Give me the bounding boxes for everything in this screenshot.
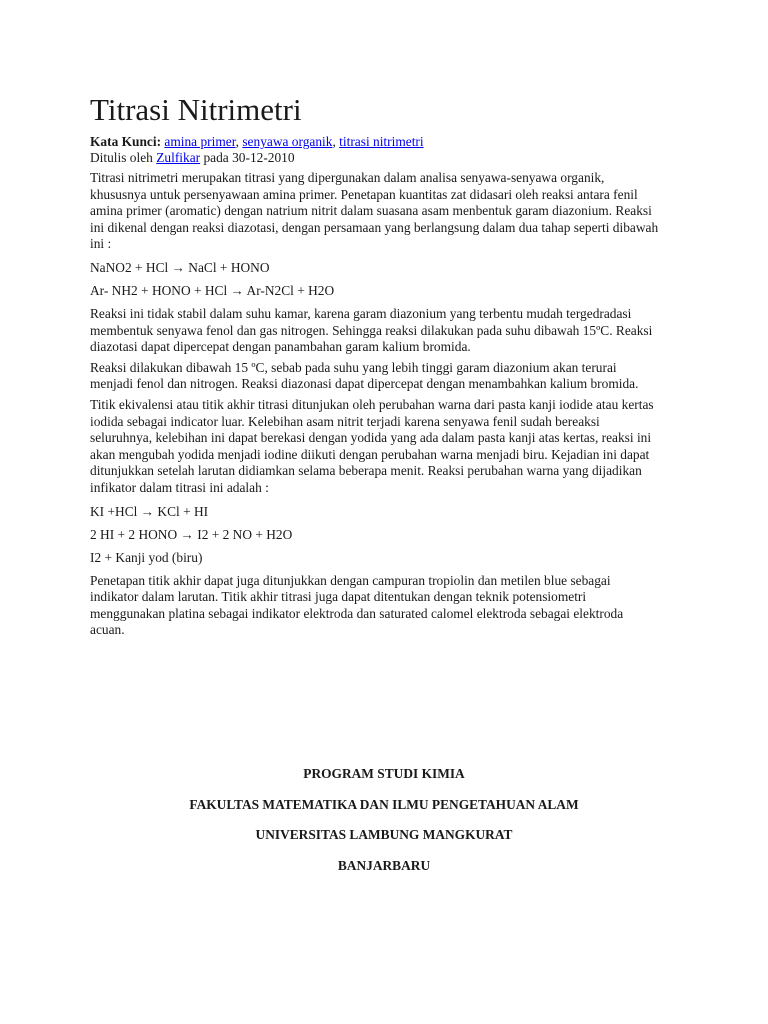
institution-footer	[0, 766, 768, 888]
keyword-separator: ,	[332, 134, 340, 149]
equation-1: NaNO2 + HCl → NaCl + HONO	[90, 259, 270, 275]
author-link[interactable]: Zulfikar	[156, 150, 201, 165]
keywords-label: Kata Kunci:	[90, 134, 162, 149]
footer-program: PROGRAM STUDI KIMIA	[303, 766, 465, 781]
paragraph-indicator: Penetapan titik akhir dapat juga ditunjukkan dengan campuran tropiolin dan metilen blue sebagai indikator dalam larutan. Titik akhir titrasi juga dapat ditentukan dengan teknik potensiometri menggunakan platina sebagai indikator elektroda dan saturated calomel elektroda sebagai elektroda acuan.	[90, 572, 624, 638]
keyword-separator: ,	[235, 134, 243, 149]
keywords-line	[90, 134, 660, 150]
article	[90, 92, 660, 639]
keyword-link-titrasi-nitrimetri[interactable]: titrasi nitrimetri	[339, 134, 424, 149]
paragraph-stability: Reaksi ini tidak stabil dalam suhu kamar, karena garam diazonium yang terbentu mudah tergedradasi membentuk senyawa fenol dan gas nitrogen. Sehingga reaksi dilakukan pada suhu dibawah 15ºC. Reaksi diazotasi dapat dipercepat dengan panambahan garam kalium bromida.	[90, 305, 653, 355]
paragraph-intro: Titrasi nitrimetri merupakan titrasi yang dipergunakan dalam analisa senyawa-senyawa organik, khususnya untuk persenyawaan amina primer. Penetapan kuantitas zat didasari oleh reaksi antara fenil amina primer (aromatic) dengan natrium nitrit dalam suasana asam menbentuk garam diazonium. Reaksi ini dikenal dengan reaksi diazotasi, dengan persamaan yang berlangsung dalam dua tahap seperti dibawah ini :	[90, 170, 659, 252]
paragraph-temperature: Reaksi dilakukan dibawah 15 ºC, sebab pada suhu yang lebih tinggi garam diazonium akan terurai menjadi fenol dan nitrogen. Reaksi diazonasi dapat dipercepat dengan menambahkan kalium bromida.	[90, 359, 639, 392]
equation-4: 2 HI + 2 HONO → I2 + 2 NO + H2O	[90, 526, 293, 542]
paragraph-endpoint: Titik ekivalensi atau titik akhir titrasi ditunjukan oleh perubahan warna dari pasta kanji iodide atau kertas iodida sebagai indicator luar. Kelebihan asam nitrit terjadi karena senyawa fenil sudah bereaksi seluruhnya, kelebihan ini dapat berekasi dengan yodida yang ada dalam pasta kanji atas kertas, reaksi ini akan mengubah yodida menjadi iodine diikuti dengan perubahan warna menjadi biru. Kejadian ini dapat ditunjukkan setelah larutan didiamkan selama beberapa menit. Reaksi perubahan warna yang dijadikan infikator dalam titrasi ini adalah :	[90, 396, 654, 495]
equation-2: Ar- NH2 + HONO + HCl → Ar-N2Cl + H2O	[90, 282, 335, 298]
footer-city: BANJARBARU	[337, 857, 431, 873]
page-title: Titrasi Nitrimetri	[90, 92, 302, 127]
footer-faculty: FAKULTAS MATEMATIKA DAN ILMU PENGETAHUAN ALAM	[189, 796, 579, 812]
equation-5: I2 + Kanji yod (biru)	[90, 549, 203, 565]
equation-3: KI +HCl → KCl + HI	[90, 503, 209, 519]
keyword-link-amina-primer[interactable]: amina primer	[164, 134, 236, 149]
author-prefix: Ditulis oleh	[90, 150, 153, 165]
footer-university: UNIVERSITAS LAMBUNG MANGKURAT	[255, 827, 513, 842]
post-date: pada 30-12-2010	[203, 150, 295, 165]
byline	[90, 150, 660, 166]
keyword-link-senyawa-organik[interactable]: senyawa organik	[242, 134, 333, 149]
